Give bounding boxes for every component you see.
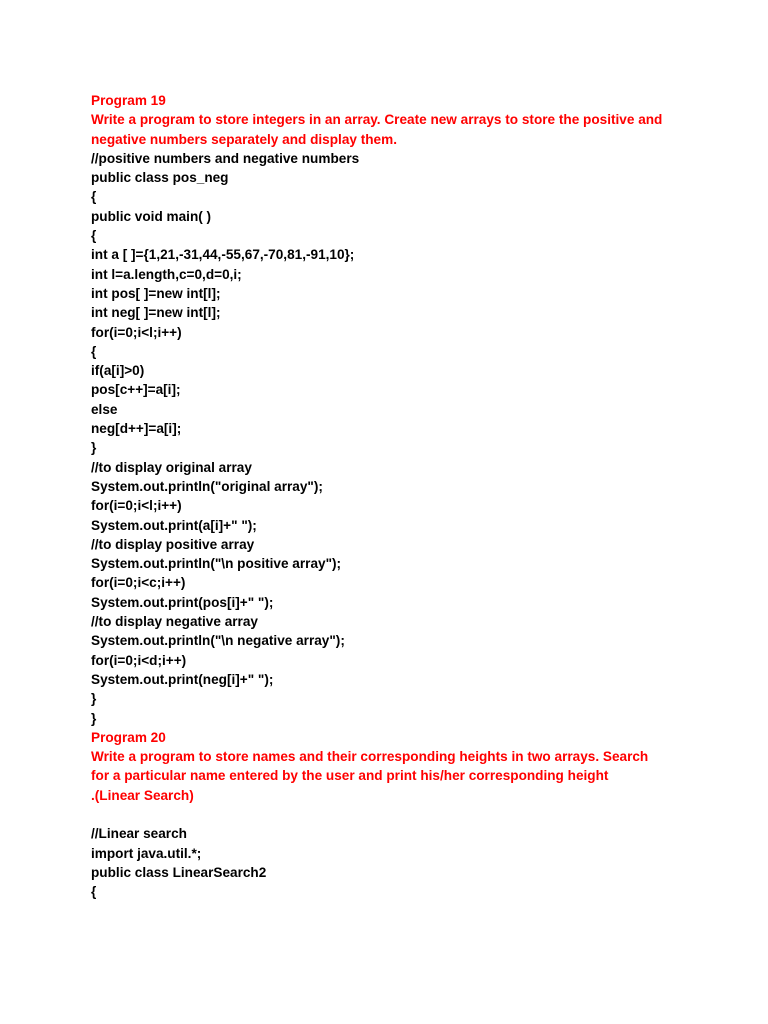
code-line: //to display original array: [91, 459, 252, 475]
code-line: if(a[i]>0): [91, 363, 145, 379]
code-line: int neg[ ]=new int[l];: [91, 305, 221, 321]
code-line: public class pos_neg: [91, 170, 229, 186]
code-line: public class LinearSearch2: [91, 864, 267, 880]
code-line: int l=a.length,c=0,d=0,i;: [91, 266, 242, 282]
code-line: System.out.println("\n positive array");: [91, 556, 342, 572]
code-line: System.out.print(a[i]+" ");: [91, 517, 257, 533]
code-line: //Linear search: [91, 826, 187, 842]
program-20-code: [91, 824, 691, 901]
program-20-description-line-1: Write a program to store names and their corresponding heights in two arrays. Search: [91, 749, 649, 765]
code-line: System.out.print(pos[i]+" ");: [91, 594, 274, 610]
blank-line: [91, 805, 691, 824]
program-19-description-line-2: negative numbers separately and display them.: [91, 131, 397, 147]
code-line: {: [91, 343, 97, 359]
code-line: }: [91, 710, 97, 726]
code-line: pos[c++]=a[i];: [91, 382, 181, 398]
code-line: for(i=0;i<l;i++): [91, 498, 182, 514]
code-line: System.out.println("original array");: [91, 478, 323, 494]
code-line: import java.util.*;: [91, 845, 202, 861]
code-line: else: [91, 401, 118, 417]
code-line: {: [91, 884, 97, 900]
code-line: //positive numbers and negative numbers: [91, 150, 360, 166]
program-20-description-line-3: .(Linear Search): [91, 787, 194, 803]
program-20-description-line-2: for a particular name entered by the user and print his/her corresponding height: [91, 768, 609, 784]
code-line: {: [91, 189, 97, 205]
code-line: int pos[ ]=new int[l];: [91, 285, 221, 301]
document-page: [91, 91, 691, 901]
code-line: }: [91, 440, 97, 456]
code-line: //to display negative array: [91, 614, 258, 630]
code-line: System.out.println("\n negative array");: [91, 633, 345, 649]
code-line: neg[d++]=a[i];: [91, 421, 182, 437]
code-line: public void main( ): [91, 208, 212, 224]
code-line: }: [91, 691, 97, 707]
code-line: for(i=0;i<l;i++): [91, 324, 182, 340]
code-line: int a [ ]={1,21,-31,44,-55,67,-70,81,-91,10};: [91, 247, 355, 263]
program-19-description-line-1: Write a program to store integers in an array. Create new arrays to store the positive and: [91, 112, 663, 128]
code-line: for(i=0;i<d;i++): [91, 652, 187, 668]
code-line: //to display positive array: [91, 536, 255, 552]
code-line: for(i=0;i<c;i++): [91, 575, 186, 591]
program-19-code: [91, 149, 691, 728]
code-line: System.out.print(neg[i]+" ");: [91, 671, 274, 687]
program-20-title: Program 20: [91, 729, 166, 745]
code-line: {: [91, 228, 97, 244]
program-19-title: Program 19: [91, 93, 166, 108]
